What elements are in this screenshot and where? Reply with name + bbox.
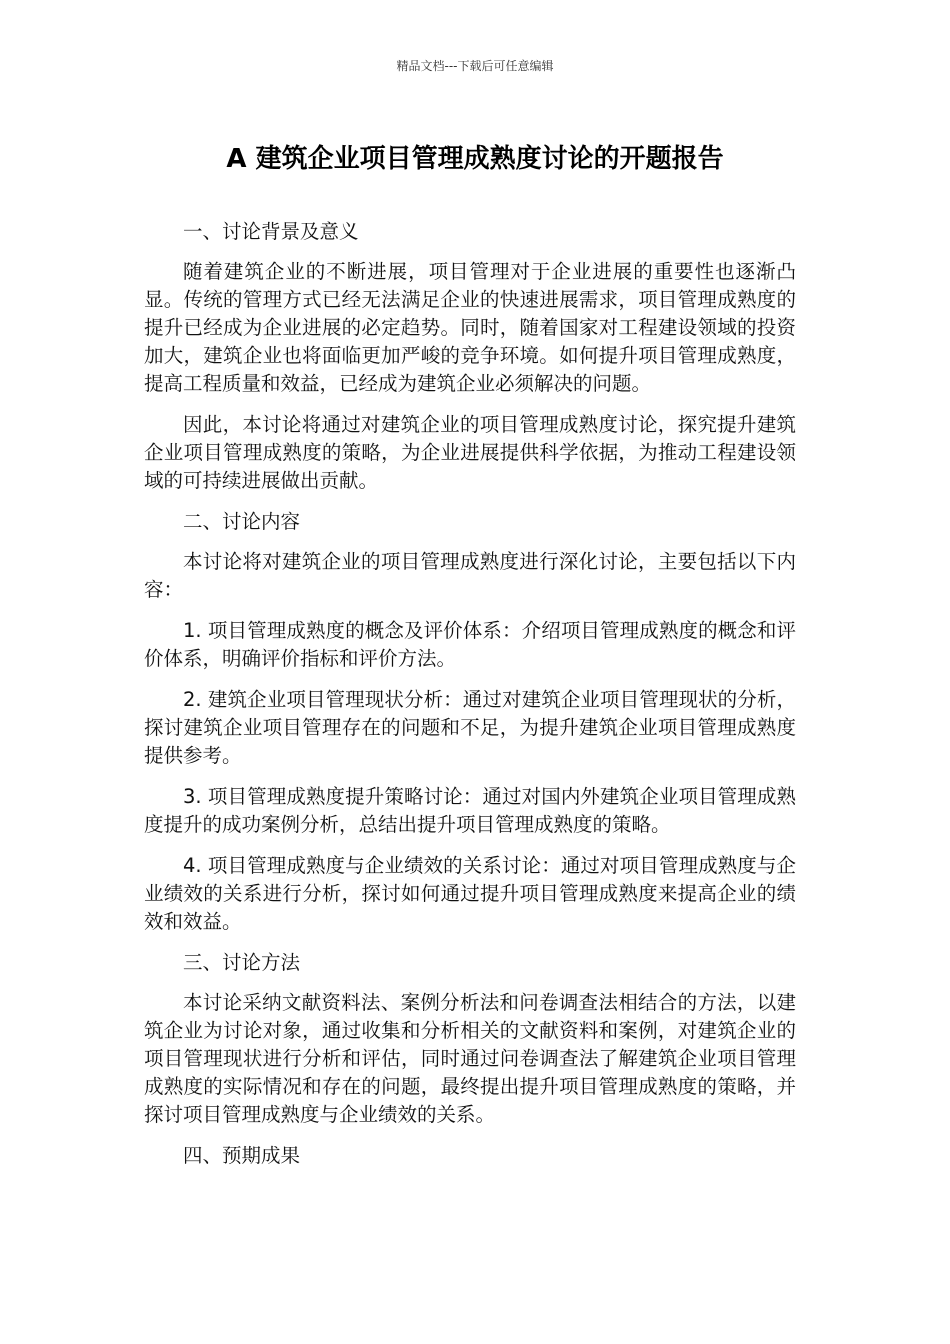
list-item-content-4: 4. 项目管理成熟度与企业绩效的关系讨论：通过对项目管理成熟度与企业绩效的关系进行分析，探讨如何通过提升项目管理成熟度来提高企业的绩效和效益。 xyxy=(144,854,796,933)
header-note: 精品文档---下载后可任意编辑 xyxy=(396,59,554,73)
list-item-content-3: 3. 项目管理成熟度提升策略讨论：通过对国内外建筑企业项目管理成熟度提升的成功案例分析，总结出提升项目管理成熟度的策略。 xyxy=(144,785,796,836)
list-item-content-2: 2. 建筑企业项目管理现状分析：通过对建筑企业项目管理现状的分析，探讨建筑企业项目管理存在的问题和不足，为提升建筑企业项目管理成熟度提供参考。 xyxy=(144,688,796,767)
paragraph-background: 随着建筑企业的不断进展，项目管理对于企业进展的重要性也逐渐凸显。传统的管理方式已经无法满足企业的快速进展需求，项目管理成熟度的提升已经成为企业进展的必定趋势。同时，随着国家对工程建设领域的投资加大，建筑企业也将面临更加严峻的竞争环境。如何提升项目管理成熟度，提高工程质量和效益，已经成为建筑企业必须解决的问题。 xyxy=(144,260,796,395)
section-heading-background: 一、讨论背景及意义 xyxy=(183,220,359,243)
paragraph-methods: 本讨论采纳文献资料法、案例分析法和问卷调查法相结合的方法，以建筑企业为讨论对象，通过收集和分析相关的文献资料和案例，对建筑企业的项目管理现状进行分析和评估，同时通过问卷调查法了解建筑企业项目管理成熟度的实际情况和存在的问题，最终提出提升项目管理成熟度的策略，并探讨项目管理成熟度与企业绩效的关系。 xyxy=(144,991,796,1126)
document-body xyxy=(144,218,796,1182)
list-item-content-1: 1. 项目管理成熟度的概念及评价体系：介绍项目管理成熟度的概念和评价体系，明确评价指标和评价方法。 xyxy=(144,619,796,670)
document-title: A 建筑企业项目管理成熟度讨论的开题报告 xyxy=(226,144,724,174)
paragraph-purpose: 因此，本讨论将通过对建筑企业的项目管理成熟度讨论，探究提升建筑企业项目管理成熟度的策略，为企业进展提供科学依据，为推动工程建设领域的可持续进展做出贡献。 xyxy=(144,413,796,492)
paragraph-content-intro: 本讨论将对建筑企业的项目管理成熟度进行深化讨论，主要包括以下内容： xyxy=(144,550,796,601)
section-heading-content: 二、讨论内容 xyxy=(183,510,301,533)
section-heading-outcomes: 四、预期成果 xyxy=(183,1144,301,1167)
section-heading-methods: 三、讨论方法 xyxy=(183,951,301,974)
